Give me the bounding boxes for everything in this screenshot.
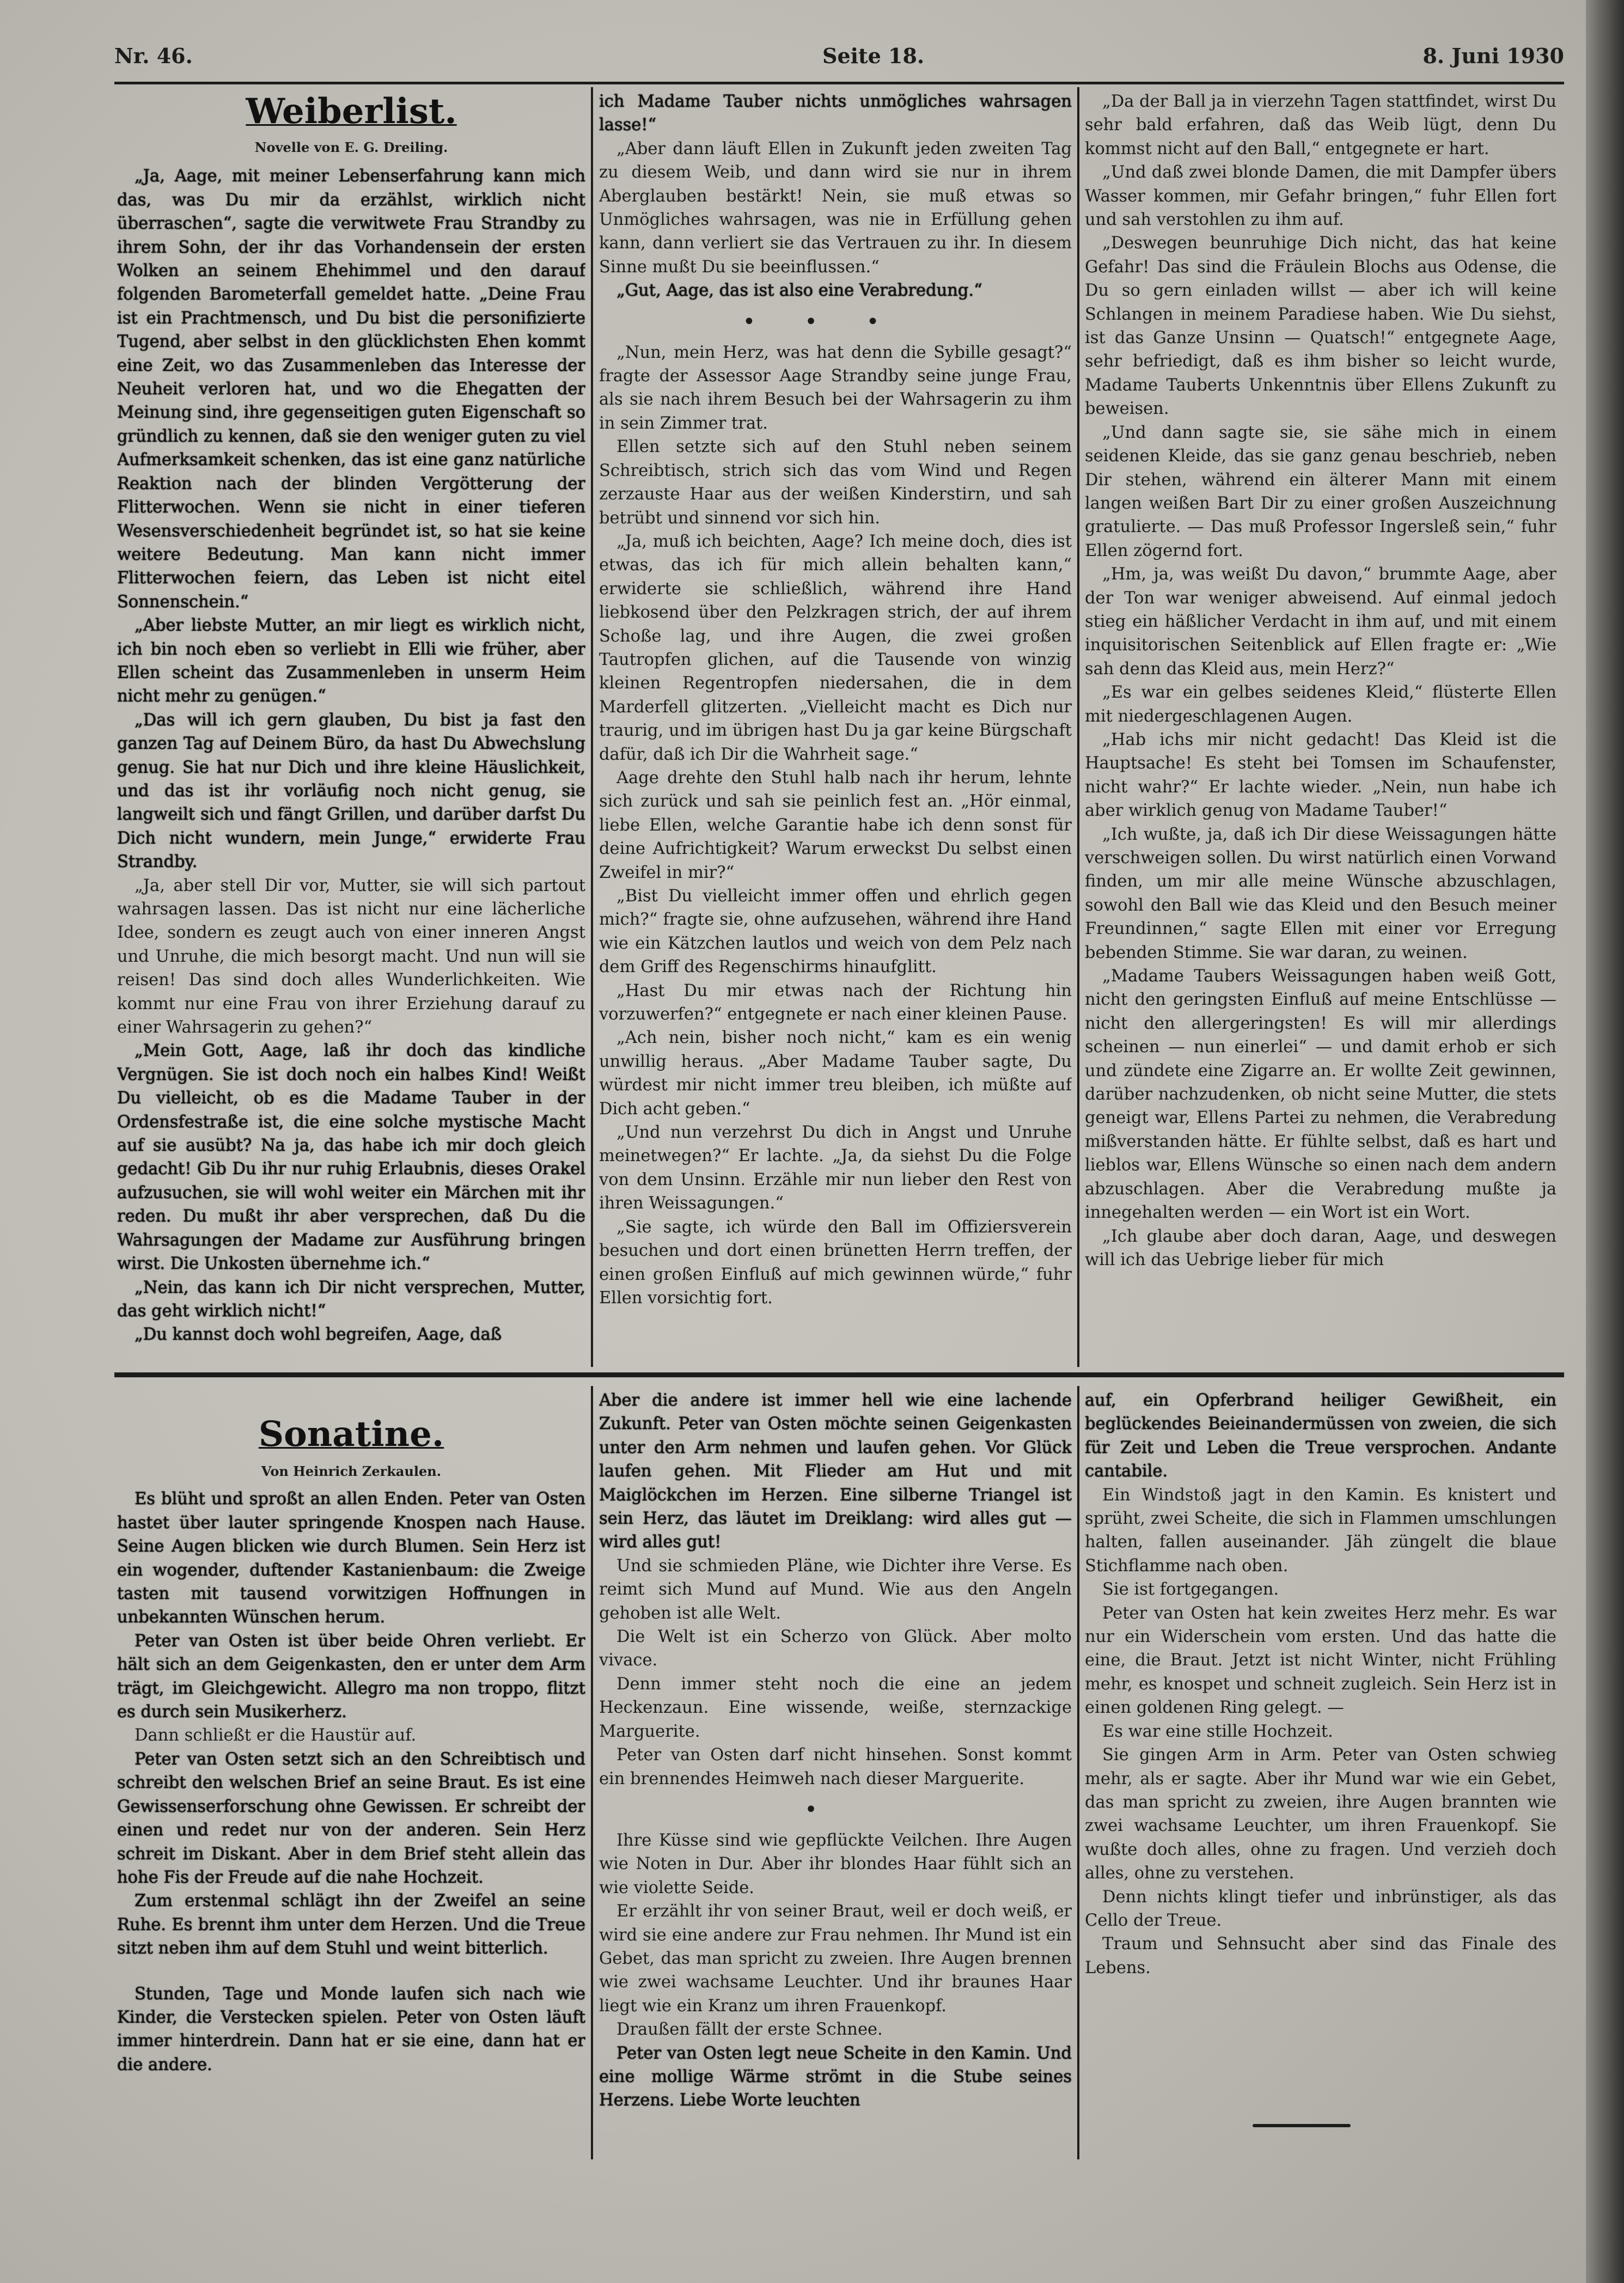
paragraph: „Ja, aber stell Dir vor, Mutter, sie will sich partout wahrsagen lassen. Das ist nicht nur eine lächerliche Idee, sondern es zeugt auch von einer inneren Angst und Unruhe, die mich besorgt macht. Und nun will sie reisen! Das sind doch alles Wunderlichkeiten. Wie kommt nur eine Frau von ihrer Erziehung darauf zu einer Wahrsagerin zu gehen?“ xyxy=(117,876,585,1037)
story1-column-3 xyxy=(1085,90,1556,1370)
section-break: • xyxy=(804,1797,866,1822)
story1-title: Weiberlist. xyxy=(246,91,457,132)
paragraph: Peter van Osten hat kein zweites Herz mehr. Es war nur ein Widerschein vom ersten. Und das hatte die eine, die Braut. Jetzt ist nicht Winter, nicht Frühling mehr, es knospet und schneit zugleich. Sein Herz ist in einen goldenen Ring gelegt. — xyxy=(1085,1603,1556,1718)
paragraph: Die Welt ist ein Scherzo von Glück. Aber molto vivace. xyxy=(599,1627,1072,1670)
section-break: ••• xyxy=(742,309,929,334)
paragraph: Denn nichts klingt tiefer und inbrünstiger, als das Cello der Treue. xyxy=(1085,1887,1556,1930)
paragraph: „Und daß zwei blonde Damen, die mit Dampfer übers Wasser kommen, mir Gefahr bringen,“ fuhr Ellen fort und sah verstohlen zu ihm auf. xyxy=(1085,163,1556,230)
paragraph: „Mein Gott, Aage, laß ihr doch das kindliche Vergnügen. Sie ist doch noch ein halbes Kind! Weißt Du vielleicht, ob es die Madame Tauber in der Ordensfestraße ist, die eine solche mystische Macht auf sie ausübt? Na ja, das habe ich mir doch gleich gedacht! Gib Du ihr nur ruhig Erlaubnis, dieses Orakel aufzusuchen, sie will wohl weiter ein Märchen mit ihr reden. Du mußt ihr aber versprechen, daß Du die Wahrsagungen der Madame zur Ausführung bringen wirst. Die Unkosten übernehme ich.“ xyxy=(117,1041,585,1274)
section-divider-rule xyxy=(114,1372,1564,1377)
paragraph: „Und nun verzehrst Du dich in Angst und Unruhe meinetwegen?“ Er lachte. „Ja, da siehst Du die Folge von dem Unsinn. Erzähle mir nun lieber den Rest von ihren Weissagungen.“ xyxy=(599,1123,1072,1213)
paragraph: Es war eine stille Hochzeit. xyxy=(1102,1722,1333,1741)
paragraph: ich Madame Tauber nichts unmögliches wahrsagen lasse!“ xyxy=(599,92,1072,135)
story2-byline: Von Heinrich Zerkaulen. xyxy=(261,1463,442,1479)
paragraph: Es blüht und sproßt an allen Enden. Peter van Osten hastet über lauter springende Knospen nach Hause. Seine Augen blicken wie durch Blumen. Sein Herz ist ein wogender, duftender Kastanienbaum: die Zweige tasten mit tausend vorwitzigen Hoffnungen in unbekannten Wünschen herum. xyxy=(117,1490,585,1627)
paragraph: „Gut, Aage, das ist also eine Verabredung.“ xyxy=(616,281,982,301)
page-binding-edge xyxy=(1586,0,1624,2283)
column-separator xyxy=(591,87,593,1367)
paragraph: „Ich glaube aber doch daran, Aage, und deswegen will ich das Uebrige lieber für mich xyxy=(1085,1226,1556,1269)
paragraph: „Hm, ja, was weißt Du davon,“ brummte Aage, aber der Ton war weniger abweisend. Auf einmal jedoch stieg ein häßlicher Verdacht in ihm auf, und mit einem inquisitorischen Seitenblick auf Ellen fragte er: „Wie sah denn das Kleid aus, mein Herz?“ xyxy=(1085,565,1556,679)
paragraph: „Ja, muß ich beichten, Aage? Ich meine doch, dies ist etwas, das ich für mich allein behalten kann,“ erwiderte sie schließlich, während ihre Hand liebkosend über den Pelzkragen strich, der auf ihrem Schoße lag, und ihre Augen, die zwei großen Tautropfen glichen, auf die Tausende von winzig kleinen Regentropfen niedersahen, die in dem Marderfell glitzerten. „Vielleicht macht es Dich nur traurig, und im übrigen hast Du ja gar keine Bürgschaft dafür, daß ich Dir die Wahrheit sage.“ xyxy=(599,532,1072,764)
header-rule xyxy=(114,82,1564,84)
paragraph: Stunden, Tage und Monde laufen sich nach wie Kinder, die Verstecken spielen. Peter von Osten läuft immer hinterdrein. Dann hat er sie eine, dann hat er die andere. xyxy=(117,1984,585,2074)
column-separator xyxy=(1077,87,1079,1367)
paragraph: Draußen fällt der erste Schnee. xyxy=(616,2020,883,2040)
paragraph: „Ach nein, bisher noch nicht,“ kam es ein wenig unwillig heraus. „Aber Madame Tauber sagte, Du würdest mir nicht immer treu bleiben, ich müßte auf Dich acht geben.“ xyxy=(599,1028,1072,1119)
paragraph: Ein Windstoß jagt in den Kamin. Es knistert und sprüht, zwei Scheite, die sich in Flammen umschlungen halten, fallen auseinander. Jäh züngelt die blaue Stichflamme nach oben. xyxy=(1085,1485,1556,1576)
paragraph: „Aber dann läuft Ellen in Zukunft jeden zweiten Tag zu diesem Weib, und dann wird sie nur in ihrem Aberglauben bestärkt! Nein, sie muß etwas so Unmögliches wahrsagen, was nie in Erfüllung gehen kann, dann verliert sie das Vertrauen zu ihr. In diesem Sinne mußt Du sie beeinflussen.“ xyxy=(599,139,1072,277)
page-header xyxy=(114,38,1564,73)
paragraph: Peter van Osten setzt sich an den Schreibtisch und schreibt den welschen Brief an seine Braut. Es ist eine Gewissenserforschung ohne Gewissen. Er schreibt der einen und redet nur von der anderen. Sein Herz schreit im Diskant. Aber in dem Brief steht allein das hohe Fis der Freude auf die nahe Hochzeit. xyxy=(117,1749,585,1887)
paragraph: Aage drehte den Stuhl halb nach ihr herum, lehnte sich zurück und sah sie peinlich fest an. „Hör einmal, liebe Ellen, welche Garantie habe ich denn sonst für deine Aufrichtigkeit? Warum erweckst Du selbst einen Zweifel in mir?“ xyxy=(599,768,1072,882)
paragraph: „Bist Du vielleicht immer offen und ehrlich gegen mich?“ fragte sie, ohne aufzusehen, während ihre Hand wie ein Kätzchen lautlos und weich von dem Pelz nach dem Griff des Regenschirms hinaufglitt. xyxy=(599,887,1072,977)
paragraph: „Hast Du mir etwas nach der Richtung hin vorzuwerfen?“ entgegnete er nach einer kleinen Pause. xyxy=(599,981,1072,1024)
paragraph: „Deswegen beunruhige Dich nicht, das hat keine Gefahr! Das sind die Fräulein Blochs aus Odense, die Du so gern einladen willst — aber ich will keine Schlangen in meinem Paradiese haben. Wie Du siehst, ist das Ganze Unsinn — Quatsch!“ entgegnete Aage, sehr befriedigt, daß es ihm bisher so leicht wurde, Madame Tauberts Unkenntnis über Ellens Zukunft zu beweisen. xyxy=(1085,234,1556,419)
paragraph: „Ich wußte, ja, daß ich Dir diese Weissagungen hätte verschweigen sollen. Du wirst natürlich einen Vorwand finden, um mir alle meine Wünsche abzuschlagen, sowohl den Ball wie das Kleid und den Besuch meiner Freundinnen,“ sagte Ellen mit einer vor Erregung bebenden Stimme. Sie war daran, zu weinen. xyxy=(1085,825,1556,962)
paragraph: Sie ist fortgegangen. xyxy=(1102,1580,1279,1600)
paragraph: Er erzählt ihr von seiner Braut, weil er doch weiß, er wird sie eine andere zur Frau nehmen. Ihr Mund ist ein Gebet, das man spricht zu zweien. Ihre Augen brennen wie zwei wachsame Leuchter. Und ihr braunes Haar liegt wie ein Kranz um ihren Frauenkopf. xyxy=(599,1902,1072,2016)
page-number: Seite 18. xyxy=(822,44,925,68)
story2-title: Sonatine. xyxy=(258,1414,444,1455)
paragraph: „Ja, Aage, mit meiner Lebenserfahrung kann mich das, was Du mir da erzählst, wirklich nicht überraschen“, sagte die verwitwete Frau Strandby zu ihrem Sohn, der ihr das Vorhandensein der ersten Wolken an seinem Ehehimmel und den darauf folgenden Barometerfall gemeldet hatte. „Deine Frau ist ein Prachtmensch, und Du bist die personifizierte Tugend, aber selbst in den glücklichsten Ehen kommt eine Zeit, wo das Zusammenleben das Interesse der Neuheit verloren hat, und wo die Ehegatten der Meinung sind, ihre gegenseitigen guten Eigenschaft so gründlich zu kennen, daß sie den weniger guten zu viel Aufmerksamkeit schenken, das ist eine ganz natürliche Reaktion nach der blinden Vergötterung der Flitterwochen. Wenn sie nicht in einer tieferen Wesensverschiedenheit begründet ist, so hat sie keine weitere Bedeutung. Man kann nicht immer Flitterwochen feiern, das Leben ist nicht eitel Sonnenschein.“ xyxy=(117,167,585,612)
story1-byline: Novelle von E. G. Dreiling. xyxy=(254,139,448,155)
paragraph: „Aber liebste Mutter, an mir liegt es wirklich nicht, ich bin noch eben so verliebt in Elli wie früher, aber Ellen scheint das Zusammenleben in unserm Heim nicht mehr zu genügen.“ xyxy=(117,616,585,706)
paragraph: „Hab ichs mir nicht gedacht! Das Kleid ist die Hauptsache! Es steht bei Tomsen im Schaufenster, nicht wahr?“ Er lachte wieder. „Nein, nun habe ich aber wirklich genug von Madame Tauber!“ xyxy=(1085,730,1556,821)
story2-column-1 xyxy=(117,1389,585,2178)
paragraph: Denn immer steht noch die eine an jedem Heckenzaun. Eine wissende, weiße, sternzackige Marguerite. xyxy=(599,1674,1072,1741)
paragraph: Zum erstenmal schlägt ihn der Zweifel an seine Ruhe. Es brennt ihm unter dem Herzen. Und die Treue sitzt neben ihm auf dem Stuhl und weint bitterlich. xyxy=(117,1891,585,1958)
story1-column-1 xyxy=(117,90,585,1370)
paragraph: „Sie sagte, ich würde den Ball im Offiziersverein besuchen und dort einen brünetten Herrn treffen, der einen großen Einfluß auf mich gewinnen würde,“ fuhr Ellen vorsichtig fort. xyxy=(599,1217,1072,1308)
paragraph: Ellen setzte sich auf den Stuhl neben seinem Schreibtisch, strich sich das vom Wind und Regen zerzauste Haar aus der weißen Kinderstirn, und sah betrübt und sinnend vor sich hin. xyxy=(599,437,1072,528)
paragraph: „Da der Ball ja in vierzehn Tagen stattfindet, wirst Du sehr bald erfahren, daß das Weib lügt, denn Du kommst nicht auf den Ball,“ entgegnete er hart. xyxy=(1085,92,1556,158)
paragraph: „Madame Taubers Weissagungen haben weiß Gott, nicht den geringsten Einfluß auf meine Entschlüsse — nicht den allergeringsten! Es will mir allerdings scheinen — nun einerlei“ — und damit erhob er sich und zündete eine Zigarre an. Er wollte Zeit gewinnen, darüber nachzudenken, ob nicht seine Mutter, die stets geneigt war, Ellens Partei zu nehmen, die Verabredung mißverstanden hätte. Er fühlte selbst, daß es hart und lieblos war, Ellens Wünsche so einen nach dem andern abzuschlagen. Aber die Verabredung mußte ja innegehalten werden — ein Wort ist ein Wort. xyxy=(1085,967,1556,1223)
paragraph: „Nun, mein Herz, was hat denn die Sybille gesagt?“ fragte der Assessor Aage Strandby seine junge Frau, als sie nach ihrem Besuch bei der Wahrsagerin zu ihm in sein Zimmer trat. xyxy=(599,343,1072,433)
paragraph: „Es war ein gelbes seidenes Kleid,“ flüsterte Ellen mit niedergeschlagenen Augen. xyxy=(1085,683,1556,726)
paragraph: „Nein, das kann ich Dir nicht versprechen, Mutter, das geht wirklich nicht!“ xyxy=(117,1278,585,1321)
column-separator xyxy=(591,1386,593,2159)
paragraph: Peter van Osten darf nicht hinsehen. Sonst kommt ein brennendes Heimweh nach dieser Marguerite. xyxy=(599,1745,1072,1788)
paragraph: Sie gingen Arm in Arm. Peter van Osten schwieg mehr, als er sagte. Aber ihr Mund war wie ein Gebet, das man spricht zu zweien, ihre Augen brannten wie zwei wachsame Leuchter, um ihren Frauenkopf. Sie wußte doch alles, ohne zu fragen. Und verzieh doch alles, ohne zu verstehen. xyxy=(1085,1745,1556,1883)
paragraph: Aber die andere ist immer hell wie eine lachende Zukunft. Peter van Osten möchte seinen Geigenkasten unter den Arm nehmen und laufen gehen. Vor Glück laufen gehen. Mit Flieder am Hut und mit Maiglöckchen im Herzen. Eine silberne Triangel ist sein Herz, das läutet im Dreiklang: wird alles gut — wird alles gut! xyxy=(599,1391,1072,1552)
story2-column-2 xyxy=(599,1389,1072,2178)
paragraph: Peter van Osten ist über beide Ohren verliebt. Er hält sich an dem Geigenkasten, den er unter dem Arm trägt, im Gleichgewicht. Allegro ma non troppo, flitzt es durch sein Musikerherz. xyxy=(117,1631,585,1722)
end-of-article-line xyxy=(1253,2124,1351,2127)
paragraph: Traum und Sehnsucht aber sind das Finale des Lebens. xyxy=(1085,1934,1556,1977)
issue-date: 8. Juni 1930 xyxy=(1422,44,1564,68)
paragraph: Und sie schmieden Pläne, wie Dichter ihre Verse. Es reimt sich Mund auf Mund. Wie aus den Angeln gehoben ist alle Welt. xyxy=(599,1556,1072,1623)
paragraph: auf, ein Opferbrand heiliger Gewißheit, ein beglückendes Beieinandermüssen von zweien, die sich für Zeit und Leben die Treue versprochen. Andante cantabile. xyxy=(1085,1391,1556,1481)
column-separator xyxy=(1077,1386,1079,2159)
paragraph: „Das will ich gern glauben, Du bist ja fast den ganzen Tag auf Deinem Büro, da hast Du Abwechslung genug. Sie hat nur Dich und ihre kleine Häuslichkeit, und das ist ihr vorläufig noch nicht genug, sie langweilt sich und fängt Grillen, und darüber darfst Du Dich nicht wundern, mein Junge,“ erwiderte Frau Strandby. xyxy=(117,710,585,872)
paragraph: „Und dann sagte sie, sie sähe mich in einem seidenen Kleide, das sie ganz genau beschrieb, neben Dir stehen, während ein älterer Mann mit einem langen weißen Bart Dir zu einer großen Auszeichnung gratulierte. — Das muß Professor Ingersleß sein,“ fuhr Ellen zögernd fort. xyxy=(1085,423,1556,560)
issue-number: Nr. 46. xyxy=(114,44,193,68)
paragraph: Peter van Osten legt neue Scheite in den Kamin. Und eine mollige Wärme strömt in die Stube seines Herzens. Liebe Worte leuchten xyxy=(599,2043,1072,2110)
paragraph: Dann schließt er die Haustür auf. xyxy=(135,1726,417,1745)
paragraph: Ihre Küsse sind wie gepflückte Veilchen. Ihre Augen wie Noten in Dur. Aber ihr blondes Haar fühlt sich an wie violette Seide. xyxy=(599,1830,1072,1897)
paragraph: „Du kannst doch wohl begreifen, Aage, daß xyxy=(135,1325,502,1345)
story1-column-2 xyxy=(599,90,1072,1370)
story2-column-3 xyxy=(1085,1389,1556,2178)
